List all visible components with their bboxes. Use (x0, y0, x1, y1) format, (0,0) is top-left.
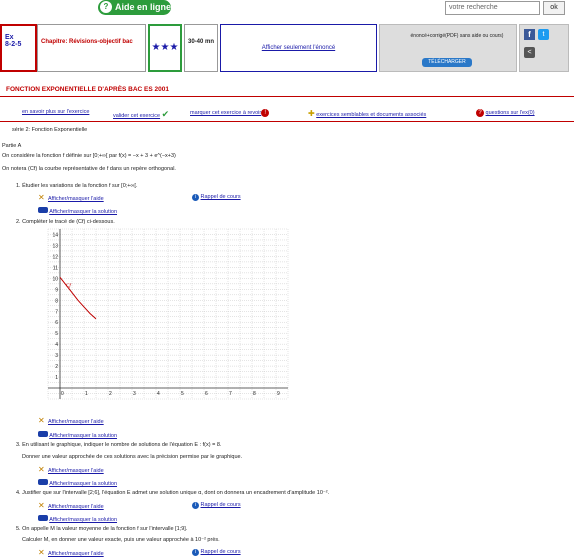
question-5-sub: Calculer M, en donner une valeur exacte, puis une valeur approchée à 10⁻² près. (22, 537, 220, 543)
toggle-solution-row-2[interactable]: Afficher/masquer la solution (38, 430, 117, 439)
pdf-download-panel (379, 24, 517, 72)
show-statement-link[interactable]: Afficher seulement l'énoncé (261, 45, 336, 51)
toggle-help-row-3[interactable]: ✕ Afficher/masquer l'aide (38, 465, 104, 474)
question-5: 5. On appelle M la valeur moyenne de la fonction f sur l'intervalle [1;9]. (16, 526, 188, 532)
x-tick-label: 8 (253, 391, 256, 398)
y-tick-label: 9 (55, 287, 58, 294)
y-tick-label: 13 (52, 243, 58, 250)
docs-icon: ✚ (308, 109, 315, 118)
y-tick-label: 7 (55, 309, 58, 316)
toggle-help-row-1[interactable]: ✕ Afficher/masquer l'aide (38, 193, 104, 202)
toggle-solution-row-1[interactable]: Afficher/masquer la solution (38, 206, 117, 215)
y-tick-label: 8 (55, 298, 58, 305)
wrench-icon: ✕ (38, 501, 45, 510)
x-tick-label: 5 (181, 391, 184, 398)
search-input[interactable]: votre recherche (445, 1, 540, 15)
question-1: 1. Étudier les variations de la fonction f sur [0;+∞[. (16, 183, 138, 189)
wrench-icon: ✕ (38, 465, 45, 474)
info-icon: i (192, 549, 199, 556)
toggle-help-row-5[interactable]: ✕ Afficher/masquer l'aide (38, 548, 104, 557)
wrench-icon: ✕ (38, 548, 45, 557)
theme-label: série 2: Fonction Exponentielle (12, 127, 88, 133)
x-tick-label: 6 (205, 391, 208, 398)
y-tick-label: 11 (52, 265, 58, 272)
x-tick-label: 7 (229, 391, 232, 398)
warning-icon: ! (261, 109, 269, 117)
wrench-icon: ✕ (38, 416, 45, 425)
actions-divider (0, 121, 574, 122)
toggle-solution-row-4[interactable]: Afficher/masquer la solution (38, 514, 117, 523)
y-tick-label: 5 (55, 331, 58, 338)
y-tick-label: 4 (55, 342, 58, 349)
download-button[interactable]: TÉLÉCHARGER (422, 58, 472, 67)
y-tick-label: 3 (55, 353, 58, 360)
check-icon: ✔ (161, 109, 170, 119)
exercise-id: Ex 8-2-5 (0, 24, 37, 72)
speech-bubble-icon: ? (100, 1, 112, 13)
show-statement-box[interactable] (220, 24, 377, 72)
pencil-icon (38, 431, 48, 437)
search-ok-button[interactable]: ok (543, 1, 565, 15)
social-panel (519, 24, 569, 72)
y-tick-label: 14 (52, 232, 58, 239)
info-icon: i (192, 502, 199, 509)
course-row-5[interactable]: i Rappel de cours (192, 549, 241, 556)
course-row-4[interactable]: i Rappel de cours (192, 502, 241, 509)
x-tick-label: 9 (277, 391, 280, 398)
curve-label: Cf (66, 284, 71, 290)
pencil-icon (38, 207, 48, 213)
mark-review-link[interactable]: marquer cet exercice à revoir ! (190, 109, 269, 117)
exercise-title: FONCTION EXPONENTIELLE D'APRÈS BAC ES 2001 (6, 86, 169, 93)
share-icon[interactable]: < (524, 47, 535, 58)
info-icon: i (192, 194, 199, 201)
chapter-label: Chapitre: Révisions-objectif bac (37, 24, 146, 72)
x-tick-label: 2 (109, 391, 112, 398)
validate-link[interactable]: valider cet exercice ✔ (113, 109, 170, 119)
facebook-icon[interactable]: f (524, 29, 535, 40)
similar-link[interactable]: ✚ exercices semblables et documents associés (308, 109, 427, 118)
x-tick-label: 1 (85, 391, 88, 398)
online-help-button[interactable]: ? Aide en ligne (98, 0, 171, 15)
y-tick-label: 10 (52, 276, 58, 283)
know-more-link: en savoir plus sur l'exercice (22, 109, 90, 115)
intro-line-1: On considère la fonction f définie sur [0;+∞[ par f(x) = −x + 3 + e^(−x+3) (2, 153, 176, 159)
question-3-sub: Donner une valeur approchée de ces solutions avec la précision permise par le graphique. (22, 454, 243, 460)
pencil-icon (38, 479, 48, 485)
toggle-help-row-2[interactable]: ✕ Afficher/masquer l'aide (38, 416, 104, 425)
twitter-icon[interactable]: t (538, 29, 549, 40)
intro-line-2: On notera (Cf) la courbe représentative de f dans un repère orthogonal. (2, 166, 176, 172)
course-row-1[interactable]: i Rappel de cours (192, 194, 241, 201)
function-graph (38, 225, 292, 409)
y-tick-label: 2 (55, 364, 58, 371)
pencil-icon (38, 515, 48, 521)
questions-link[interactable]: ? questions sur l'ex(0) (476, 109, 535, 117)
difficulty-stars: ★★★ (148, 24, 182, 72)
question-2: 2. Compléter le tracé de (Cf) ci-dessous. (16, 219, 115, 225)
y-tick-label: 12 (52, 254, 58, 261)
part-label: Partie A (2, 143, 22, 149)
x-tick-label: 4 (157, 391, 160, 398)
question-3: 3. En utilisant le graphique, indiquer le nombre de solutions de l'équation E : f(x) = 8. (16, 442, 222, 448)
toggle-solution-row-3[interactable]: Afficher/masquer la solution (38, 478, 117, 487)
toggle-help-row-4[interactable]: ✕ Afficher/masquer l'aide (38, 501, 104, 510)
duration-label: 30-40 mn (184, 24, 218, 72)
y-tick-label: 1 (55, 375, 58, 382)
question-icon: ? (476, 109, 484, 117)
wrench-icon: ✕ (38, 193, 45, 202)
title-divider (0, 96, 574, 97)
y-tick-label: 6 (55, 320, 58, 327)
x-tick-label: 0 (61, 391, 64, 398)
question-4: 4. Justifier que sur l'intervalle [2;6], l'équation E admet une solution unique α, dont on donnera un encadrement d'amplitude 10⁻². (16, 490, 330, 496)
pdf-description: énoncé+corrigé(PDF) sans aide ou cours) (410, 33, 504, 39)
x-tick-label: 3 (133, 391, 136, 398)
